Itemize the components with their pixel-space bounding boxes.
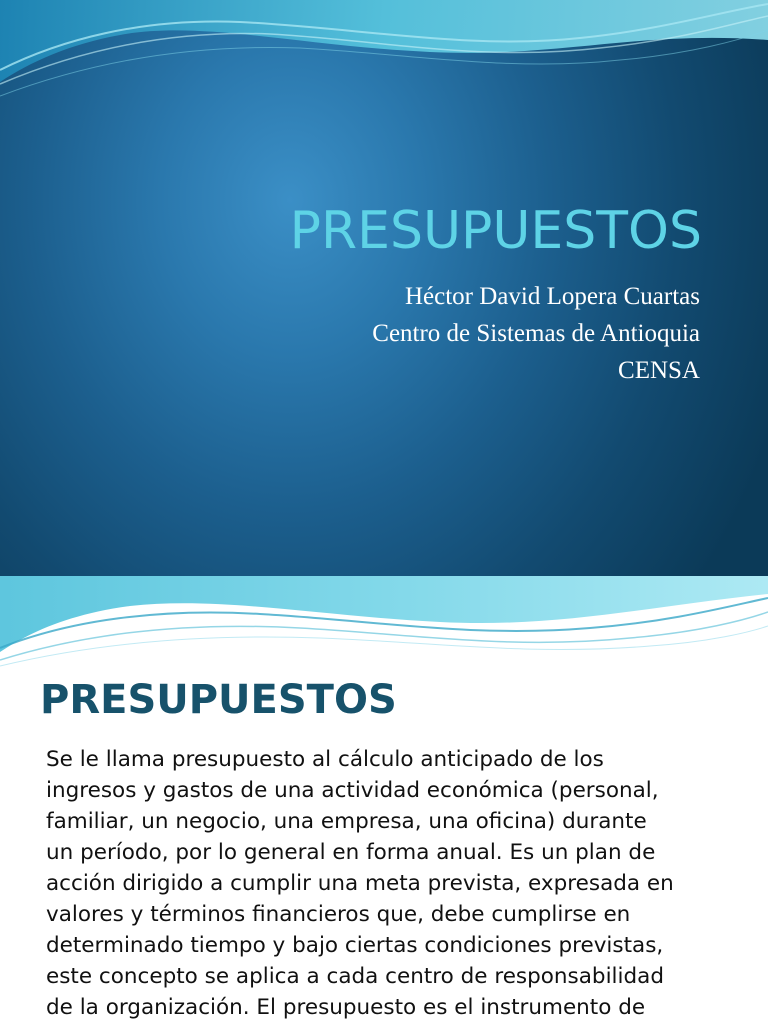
body-line: Se le llama presupuesto al cálculo anticipado de los <box>46 747 604 772</box>
content-slide <box>0 576 768 1024</box>
decorative-wave-top <box>0 0 768 120</box>
body-line: familiar, un negocio, una empresa, una oficina) durante <box>46 809 647 834</box>
body-line: acción dirigido a cumplir una meta prevista, expresada en <box>46 871 674 896</box>
institution-acronym: CENSA <box>618 357 700 384</box>
slide-body-text <box>46 744 736 1023</box>
decorative-wave-top <box>0 576 768 668</box>
slide-title: PRESUPUESTOS <box>289 201 702 261</box>
body-line: ingresos y gastos de una actividad económica (personal, <box>46 778 659 803</box>
slide-subtitle <box>372 278 700 389</box>
body-line: de la organización. El presupuesto es el instrumento de <box>46 995 646 1020</box>
body-line: determinado tiempo y bajo ciertas condiciones previstas, <box>46 933 664 958</box>
body-line: valores y términos financieros que, debe cumplirse en <box>46 902 631 927</box>
body-line: este concepto se aplica a cada centro de responsabilidad <box>46 964 664 989</box>
author-name: Héctor David Lopera Cuartas <box>404 283 700 310</box>
body-line: un período, por lo general en forma anual. Es un plan de <box>46 840 656 865</box>
institution-name: Centro de Sistemas de Antioquia <box>372 320 700 347</box>
slide-title: PRESUPUESTOS <box>40 677 397 723</box>
